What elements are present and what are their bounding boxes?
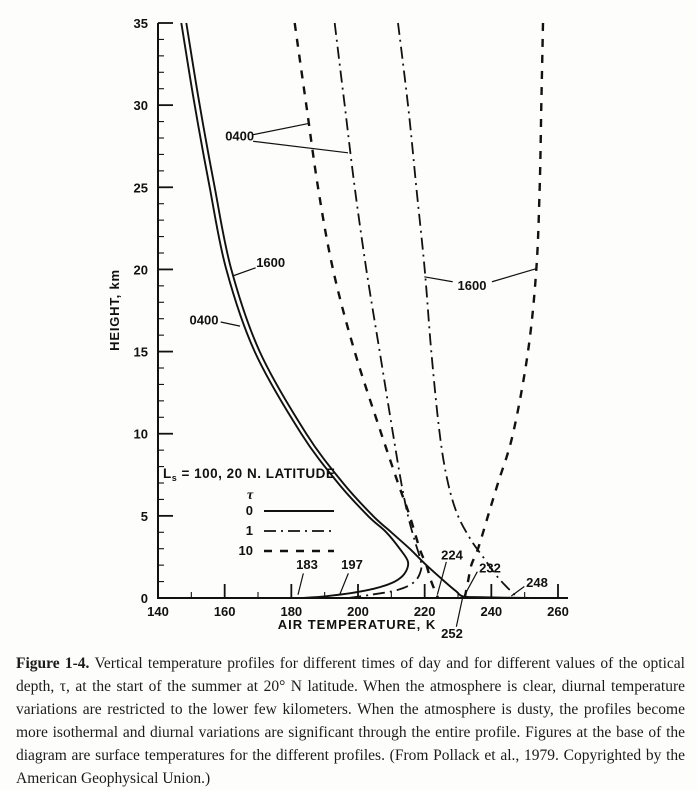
x-tick-label: 260 [547, 604, 569, 619]
annotation-surface-248: 248 [526, 575, 548, 591]
y-tick-label: 15 [133, 344, 148, 360]
y-axis-title: HEIGHT, km [107, 269, 122, 351]
figure-caption-label: Figure 1-4. [16, 655, 90, 672]
annotation-leader-time-1600-left [233, 268, 256, 276]
annotation-surface-197: 197 [341, 557, 363, 573]
legend [163, 466, 335, 558]
curve-tau1-1600 [398, 23, 518, 598]
annotation-leader-surface-252 [456, 599, 462, 627]
annotation-leader-time-0400-upper [253, 141, 348, 153]
x-tick-label: 240 [480, 604, 503, 619]
y-tick-label: 0 [140, 591, 148, 606]
annotation-leader-time-1600-right [492, 269, 537, 282]
x-tick-label: 180 [280, 604, 303, 619]
figure-caption-text: Vertical temperature profiles for different times of day and for different values of the optical depth, τ, at the start of the summer at 20° N latitude. When the atmosphere is clear, diurnal temperature variations are restricted to the lower few kilometers. When the atmosphere is dusty, the profiles become more isothermal and diurnal variations are significant through the entire profile. Figures at the base of the diagram are surface temperatures for the different profiles. (From Pollack et al., 1979. Copyrighted by the American Geophysical Union.) [16, 655, 685, 787]
legend-row-label: 10 [238, 543, 253, 558]
annotation-time-0400-left: 0400 [189, 312, 219, 328]
y-tick-label: 35 [133, 16, 148, 31]
annotation-time-1600-left: 1600 [256, 254, 286, 270]
annotation-surface-252: 252 [441, 626, 463, 642]
annotation-leader-surface-248 [511, 587, 524, 597]
annotation-leader-surface-183 [298, 573, 303, 594]
annotation-leader-surface-232 [464, 572, 477, 596]
y-tick-label: 30 [133, 98, 148, 114]
legend-row-label: 1 [245, 523, 253, 538]
annotation-surface-232: 232 [479, 560, 501, 576]
annotation-leader-time-0400-upper [253, 123, 310, 134]
annotations [190, 123, 548, 641]
curve-tau10-1600 [465, 23, 543, 598]
x-tick-label: 160 [213, 604, 236, 619]
x-tick-label: 140 [147, 604, 169, 619]
annotation-leader-surface-224 [437, 562, 446, 595]
annotation-surface-183: 183 [296, 557, 318, 573]
legend-row-label: 0 [245, 503, 253, 518]
x-axis-title: AIR TEMPERATURE, K [277, 617, 437, 632]
x-tick-label: 200 [347, 604, 369, 619]
axes [107, 16, 569, 632]
annotation-leader-time-0400-left [221, 322, 240, 326]
y-tick-label: 20 [133, 262, 148, 278]
annotation-leader-time-1600-right [424, 277, 452, 282]
y-tick-label: 10 [133, 426, 148, 442]
y-tick-label: 25 [133, 180, 148, 196]
annotation-surface-224: 224 [441, 547, 463, 563]
annotation-time-1600-right: 1600 [457, 277, 487, 293]
x-tick-label: 220 [413, 604, 436, 619]
figure-caption [0, 648, 697, 790]
legend-title: $L_s = 100$, 20 N. LATITUDE [163, 466, 336, 483]
profile-curves [181, 23, 543, 598]
legend-col-header-tau: τ [247, 488, 254, 503]
annotation-time-0400-upper: 0400 [225, 128, 255, 144]
y-tick-label: 5 [140, 508, 148, 524]
annotation-leader-surface-197 [340, 573, 349, 594]
